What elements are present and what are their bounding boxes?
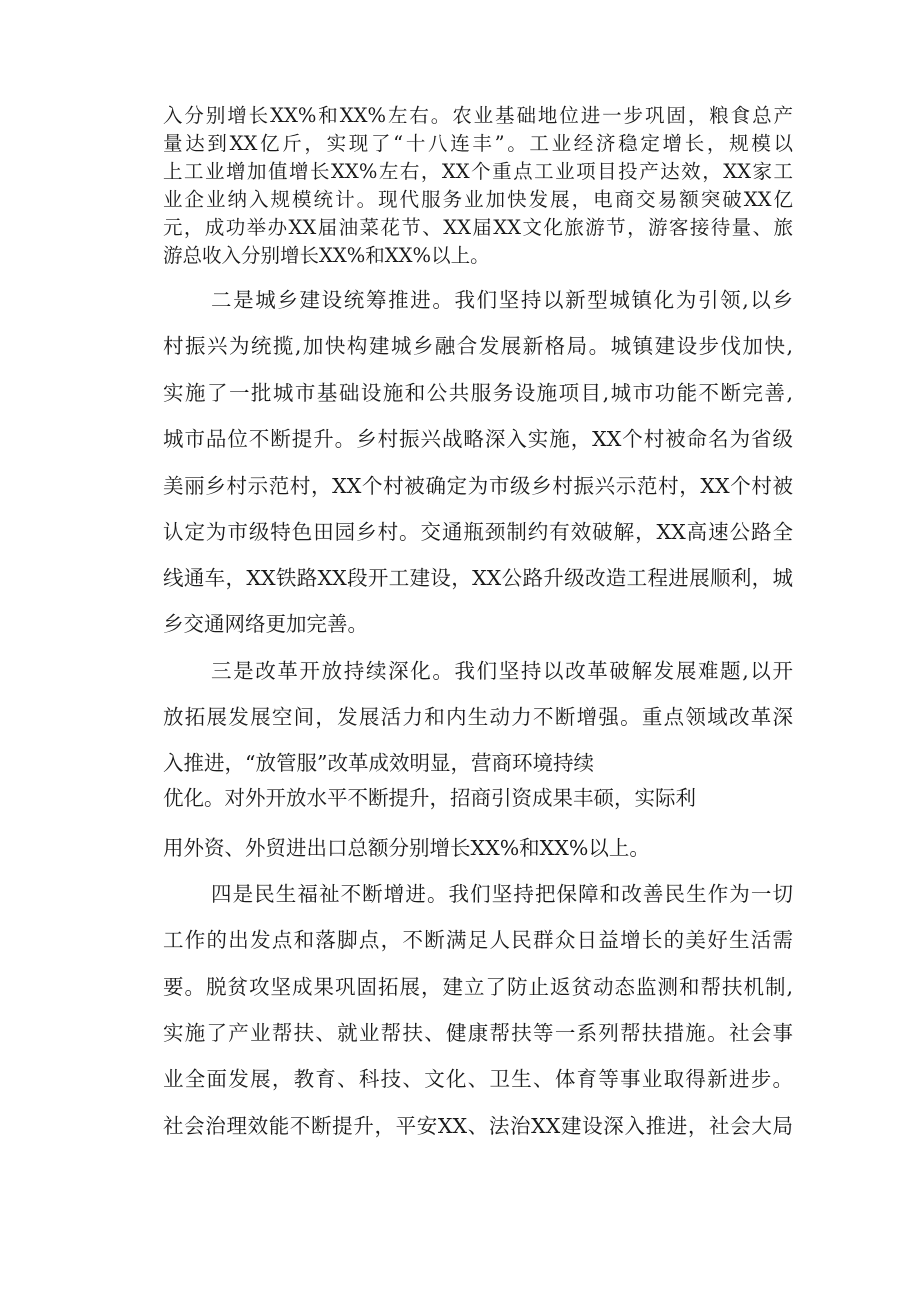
paragraph-2-line-3: 实施了一批城市基础设施和公共服务设施项目,城市功能不断完善, (163, 381, 793, 405)
paragraph-2-line-8: 乡交通网络更加完善。 (163, 612, 368, 636)
paragraph-1-line-4: 业企业纳入规模统计。现代服务业加快发展，电商交易额突破XX亿 (163, 188, 793, 211)
paragraph-3-line-2: 放拓展发展空间，发展活力和内生动力不断增强。重点领域改革深 (163, 705, 793, 729)
paragraph-1-line-1: 入分别增长XX%和XX%左右。农业基础地位进一步巩固，粮食总产 (163, 104, 793, 127)
paragraph-2-line-6: 认定为市级特色田园乡村。交通瓶颈制约有效破解，XX高速公路全 (163, 520, 793, 544)
paragraph-3-line-1: 三是改革开放持续深化。我们坚持以改革破解发展难题,以开 (211, 659, 793, 683)
paragraph-4-line-6: 社会治理效能不断提升，平安XX、法治XX建设深入推进，社会大局 (163, 1114, 793, 1138)
paragraph-2-line-1: 二是城乡建设统筹推进。我们坚持以新型城镇化为引领,以乡 (211, 288, 793, 312)
paragraph-4-line-3: 要。脱贫攻坚成果巩固拓展，建立了防止返贫动态监测和帮扶机制, (163, 975, 793, 999)
paragraph-1-line-3: 上工业增加值增长XX%左右，XX个重点工业项目投产达效，XX家工 (163, 160, 793, 183)
paragraph-2-line-2: 村振兴为统揽,加快构建城乡融合发展新格局。城镇建设步伐加快, (163, 334, 793, 358)
paragraph-4-line-1: 四是民生福祉不断增进。我们坚持把保障和改善民生作为一切 (211, 882, 793, 906)
paragraph-4-line-5: 业全面发展，教育、科技、文化、卫生、体育等事业取得新进步。 (163, 1067, 793, 1091)
paragraph-4-line-4: 实施了产业帮扶、就业帮扶、健康帮扶等一系列帮扶措施。社会事 (163, 1021, 793, 1045)
paragraph-4-line-2: 工作的出发点和落脚点，不断满足人民群众日益增长的美好生活需 (163, 928, 793, 952)
paragraph-2-line-4: 城市品位不断提升。乡村振兴战略深入实施，XX个村被命名为省级 (163, 427, 793, 451)
paragraph-1-line-2: 量达到XX亿斤，实现了“十八连丰”。工业经济稳定增长，规模以 (163, 132, 793, 155)
paragraph-1-line-5: 元，成功举办XX届油菜花节、XX届XX文化旅游节，游客接待量、旅 (163, 216, 793, 239)
paragraph-1-line-6: 游总收入分别增长XX%和XX%以上。 (163, 244, 490, 267)
paragraph-3-line-3: 入推进，“放管服”改革成效明显，营商环境持续 (163, 751, 594, 775)
paragraph-2-line-7: 线通车，XX铁路XX段开工建设，XX公路升级改造工程进展顺利，城 (163, 566, 793, 590)
paragraph-3-line-5: 用外资、外贸进出口总额分别增长XX%和XX%以上。 (163, 836, 650, 860)
paragraph-3-line-4: 优化。对外开放水平不断提升，招商引资成果丰硕，实际利 (163, 786, 696, 810)
paragraph-2-line-5: 美丽乡村示范村，XX个村被确定为市级乡村振兴示范村，XX个村被 (163, 474, 793, 498)
